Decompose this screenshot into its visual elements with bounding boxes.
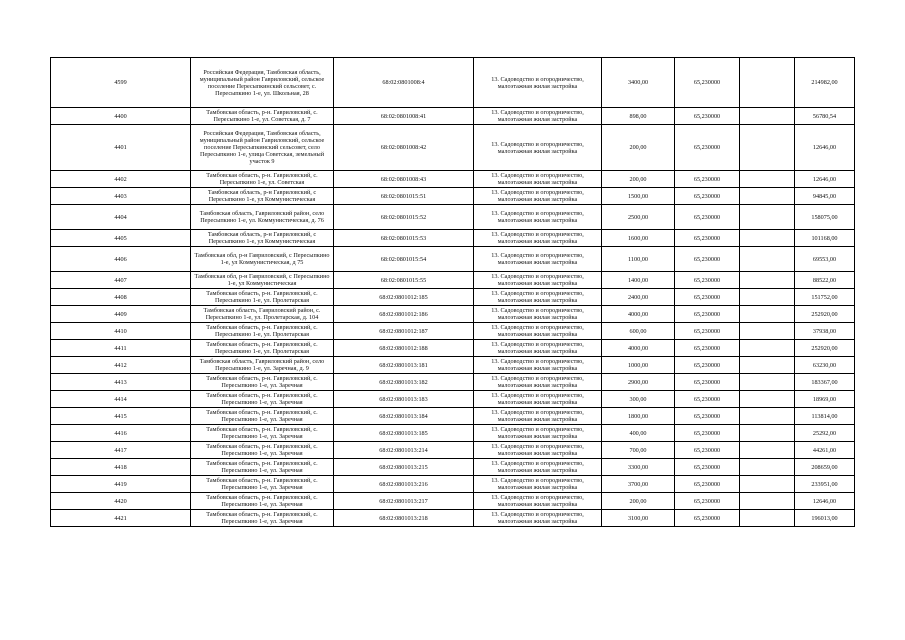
table-row: [51, 272, 855, 289]
address-cell: Тамбовская область, р-н. Гавриловский, с. Пересыпкино 1-е, ул. Советская, д. 7: [191, 108, 334, 125]
specific-value-cell: 65,230000: [675, 306, 740, 323]
cadastral-number-cell: 68:02:0801008:41: [334, 108, 474, 125]
empty-cell: [740, 58, 795, 108]
table-row: [51, 459, 855, 476]
specific-value-cell: 65,230000: [675, 230, 740, 247]
empty-cell: [740, 425, 795, 442]
specific-value-cell: 65,230000: [675, 510, 740, 527]
row-number: 4409: [51, 306, 191, 323]
table-row: [51, 230, 855, 247]
land-use-cell: 13. Садоводство и огородничество, малоэтажная жилая застройка: [474, 171, 602, 188]
table-row: [51, 108, 855, 125]
area-cell: 1000,00: [602, 357, 675, 374]
area-cell: 1400,00: [602, 272, 675, 289]
area-cell: 3100,00: [602, 510, 675, 527]
address-cell: Тамбовская область, р-н Гавриловский, с Пересыпкино 1-е, ул Коммунистическая: [191, 188, 334, 205]
area-cell: 400,00: [602, 425, 675, 442]
specific-value-cell: 65,230000: [675, 171, 740, 188]
cadastral-value-cell: 113814,00: [795, 408, 855, 425]
table-row: [51, 476, 855, 493]
specific-value-cell: 65,230000: [675, 391, 740, 408]
land-use-cell: 13. Садоводство и огородничество, малоэтажная жилая застройка: [474, 357, 602, 374]
specific-value-cell: 65,230000: [675, 340, 740, 357]
land-use-cell: 13. Садоводство и огородничество, малоэтажная жилая застройка: [474, 247, 602, 272]
table-row: [51, 125, 855, 171]
land-use-cell: 13. Садоводство и огородничество, малоэтажная жилая застройка: [474, 289, 602, 306]
empty-cell: [740, 171, 795, 188]
cadastral-value-cell: 252920,00: [795, 340, 855, 357]
land-use-cell: 13. Садоводство и огородничество, малоэтажная жилая застройка: [474, 510, 602, 527]
cadastral-number-cell: 68:02:0801013:182: [334, 374, 474, 391]
land-use-cell: 13. Садоводство и огородничество, малоэтажная жилая застройка: [474, 205, 602, 230]
cadastral-number-cell: 68:02:0801015:54: [334, 247, 474, 272]
cadastral-value-cell: 69553,00: [795, 247, 855, 272]
row-number: 4400: [51, 108, 191, 125]
land-use-cell: 13. Садоводство и огородничество, малоэтажная жилая застройка: [474, 442, 602, 459]
land-plots-table: [50, 57, 855, 527]
table-row: [51, 171, 855, 188]
empty-cell: [740, 374, 795, 391]
cadastral-value-cell: 12646,00: [795, 171, 855, 188]
empty-cell: [740, 476, 795, 493]
cadastral-value-cell: 94845,00: [795, 188, 855, 205]
row-number: 4411: [51, 340, 191, 357]
cadastral-number-cell: 68:02:0801013:184: [334, 408, 474, 425]
area-cell: 1600,00: [602, 230, 675, 247]
row-number: 4420: [51, 493, 191, 510]
row-number: 4415: [51, 408, 191, 425]
land-use-cell: 13. Садоводство и огородничество, малоэтажная жилая застройка: [474, 108, 602, 125]
address-cell: Тамбовская область, р-н. Гавриловский, с. Пересыпкино 1-е, ул. Заречная: [191, 374, 334, 391]
row-number: 4416: [51, 425, 191, 442]
empty-cell: [740, 408, 795, 425]
land-use-cell: 13. Садоводство и огородничество, малоэтажная жилая застройка: [474, 459, 602, 476]
land-use-cell: 13. Садоводство и огородничество, малоэтажная жилая застройка: [474, 323, 602, 340]
row-number: 4404: [51, 205, 191, 230]
address-cell: Тамбовская область, Гавриловский район, село Пересыпкино 1-е, ул. Коммунистическая, д. 76: [191, 205, 334, 230]
specific-value-cell: 65,230000: [675, 459, 740, 476]
area-cell: 200,00: [602, 125, 675, 171]
empty-cell: [740, 493, 795, 510]
empty-cell: [740, 188, 795, 205]
address-cell: Тамбовская область, р-н. Гавриловский, с. Пересыпкино 1-е, ул. Заречная: [191, 442, 334, 459]
land-use-cell: 13. Садоводство и огородничество, малоэтажная жилая застройка: [474, 306, 602, 323]
specific-value-cell: 65,230000: [675, 408, 740, 425]
land-use-cell: 13. Садоводство и огородничество, малоэтажная жилая застройка: [474, 493, 602, 510]
address-cell: Тамбовская область, р-н. Гавриловский, с. Пересыпкино 1-е, ул. Заречная: [191, 408, 334, 425]
land-use-cell: 13. Садоводство и огородничество, малоэтажная жилая застройка: [474, 125, 602, 171]
cadastral-value-cell: 151752,00: [795, 289, 855, 306]
area-cell: 600,00: [602, 323, 675, 340]
row-number: 4410: [51, 323, 191, 340]
cadastral-value-cell: 183367,00: [795, 374, 855, 391]
empty-cell: [740, 323, 795, 340]
land-use-cell: 13. Садоводство и огородничество, малоэтажная жилая застройка: [474, 408, 602, 425]
address-cell: Тамбовская область, р-н. Гавриловский, с. Пересыпкино 1-е, ул. Советская: [191, 171, 334, 188]
land-use-cell: 13. Садоводство и огородничество, малоэтажная жилая застройка: [474, 425, 602, 442]
table-row: [51, 205, 855, 230]
row-number: 4407: [51, 272, 191, 289]
table-row: [51, 188, 855, 205]
land-use-cell: 13. Садоводство и огородничество, малоэтажная жилая застройка: [474, 340, 602, 357]
cadastral-value-cell: 44261,00: [795, 442, 855, 459]
table-row: [51, 391, 855, 408]
land-use-cell: 13. Садоводство и огородничество, малоэтажная жилая застройка: [474, 272, 602, 289]
row-number: 4417: [51, 442, 191, 459]
table-row: [51, 306, 855, 323]
empty-cell: [740, 357, 795, 374]
land-use-cell: 13. Садоводство и огородничество, малоэтажная жилая застройка: [474, 58, 602, 108]
row-number: 4412: [51, 357, 191, 374]
address-cell: Тамбовская область, р-н. Гавриловский, с. Пересыпкино 1-е, ул. Заречная: [191, 476, 334, 493]
cadastral-number-cell: 68:02:0801013:185: [334, 425, 474, 442]
cadastral-value-cell: 214982,00: [795, 58, 855, 108]
area-cell: 1100,00: [602, 247, 675, 272]
cadastral-number-cell: 68:02:0801015:52: [334, 205, 474, 230]
cadastral-number-cell: 68:02:0801008:43: [334, 171, 474, 188]
address-cell: Российская Федерация, Тамбовская область, муниципальный район Гавриловский, сельское поселение Пересыпкинский сельсовет, с. Пересыпкино 1-е, ул. Школьная, 28: [191, 58, 334, 108]
address-cell: Тамбовская область, р-н. Гавриловский, с. Пересыпкино 1-е, ул. Заречная: [191, 459, 334, 476]
cadastral-number-cell: 68:02:0801015:55: [334, 272, 474, 289]
empty-cell: [740, 125, 795, 171]
cadastral-value-cell: 252920,00: [795, 306, 855, 323]
address-cell: Тамбовская область, р-н. Гавриловский, с. Пересыпкино 1-е, ул. Заречная: [191, 391, 334, 408]
empty-cell: [740, 247, 795, 272]
cadastral-value-cell: 196013,00: [795, 510, 855, 527]
address-cell: Тамбовская область, р-н. Гавриловский, с. Пересыпкино 1-е, ул. Заречная: [191, 493, 334, 510]
cadastral-value-cell: 63230,00: [795, 357, 855, 374]
empty-cell: [740, 230, 795, 247]
land-use-cell: 13. Садоводство и огородничество, малоэтажная жилая застройка: [474, 476, 602, 493]
cadastral-value-cell: 101168,00: [795, 230, 855, 247]
table-row: [51, 247, 855, 272]
table-row: [51, 442, 855, 459]
row-number: 4401: [51, 125, 191, 171]
row-number: 4406: [51, 247, 191, 272]
address-cell: Тамбовская область, р-н. Гавриловский, с. Пересыпкино 1-е, ул. Заречная: [191, 510, 334, 527]
area-cell: 200,00: [602, 171, 675, 188]
row-number: 4403: [51, 188, 191, 205]
empty-cell: [740, 272, 795, 289]
cadastral-number-cell: 68:02:0801013:183: [334, 391, 474, 408]
cadastral-value-cell: 18969,00: [795, 391, 855, 408]
table-row: [51, 357, 855, 374]
specific-value-cell: 65,230000: [675, 323, 740, 340]
table-row: [51, 323, 855, 340]
cadastral-number-cell: 68:02:0801013:214: [334, 442, 474, 459]
area-cell: 3400,00: [602, 58, 675, 108]
land-use-cell: 13. Садоводство и огородничество, малоэтажная жилая застройка: [474, 374, 602, 391]
address-cell: Тамбовская область, р-н Гавриловский, с Пересыпкино 1-е, ул Коммунистическая: [191, 230, 334, 247]
empty-cell: [740, 391, 795, 408]
area-cell: 4000,00: [602, 340, 675, 357]
row-number: 4419: [51, 476, 191, 493]
land-use-cell: 13. Садоводство и огородничество, малоэтажная жилая застройка: [474, 391, 602, 408]
address-cell: Российская Федерация, Тамбовская область, муниципальный район Гавриловский, сельское поселение Пересыпкинский сельсовет, село Пересыпкино 1-е, улица Советская, земельный участок 9: [191, 125, 334, 171]
area-cell: 2500,00: [602, 205, 675, 230]
cadastral-value-cell: 37938,00: [795, 323, 855, 340]
area-cell: 1800,00: [602, 408, 675, 425]
cadastral-number-cell: 68:02:0801013:218: [334, 510, 474, 527]
table-body: [51, 58, 855, 527]
row-number: 4418: [51, 459, 191, 476]
empty-cell: [740, 340, 795, 357]
table-row: [51, 510, 855, 527]
cadastral-number-cell: 68:02:0801008:42: [334, 125, 474, 171]
cadastral-number-cell: 68:02:0801013:216: [334, 476, 474, 493]
specific-value-cell: 65,230000: [675, 357, 740, 374]
empty-cell: [740, 205, 795, 230]
cadastral-value-cell: 12646,00: [795, 493, 855, 510]
specific-value-cell: 65,230000: [675, 188, 740, 205]
cadastral-value-cell: 233951,00: [795, 476, 855, 493]
specific-value-cell: 65,230000: [675, 493, 740, 510]
specific-value-cell: 65,230000: [675, 442, 740, 459]
specific-value-cell: 65,230000: [675, 476, 740, 493]
row-number: 4414: [51, 391, 191, 408]
area-cell: 2400,00: [602, 289, 675, 306]
specific-value-cell: 65,230000: [675, 289, 740, 306]
address-cell: Тамбовская область, р-н. Гавриловский, с. Пересыпкино 1-е, ул. Пролетарская: [191, 340, 334, 357]
cadastral-number-cell: 68:02:0801012:187: [334, 323, 474, 340]
specific-value-cell: 65,230000: [675, 247, 740, 272]
address-cell: Тамбовская область, Гавриловский район, село Пересыпкино 1-е, ул. Заречная, д. 9: [191, 357, 334, 374]
address-cell: Тамбовская область, р-н. Гавриловский, с. Пересыпкино 1-е, ул. Пролетарская: [191, 289, 334, 306]
row-number: 4599: [51, 58, 191, 108]
empty-cell: [740, 108, 795, 125]
cadastral-number-cell: 68:02:0801015:53: [334, 230, 474, 247]
table-row: [51, 493, 855, 510]
address-cell: Тамбовская область, Гавриловский район, с. Пересыпкино 1-е, ул. Пролетарская, д. 104: [191, 306, 334, 323]
cadastral-number-cell: 68:02:0801012:185: [334, 289, 474, 306]
cadastral-value-cell: 12646,00: [795, 125, 855, 171]
table-row: [51, 374, 855, 391]
cadastral-number-cell: 68:02:0801013:181: [334, 357, 474, 374]
area-cell: 3300,00: [602, 459, 675, 476]
address-cell: Тамбовская область, р-н. Гавриловский, с. Пересыпкино 1-е, ул. Пролетарская: [191, 323, 334, 340]
area-cell: 200,00: [602, 493, 675, 510]
empty-cell: [740, 289, 795, 306]
empty-cell: [740, 510, 795, 527]
address-cell: Тамбовская область, р-н. Гавриловский, с. Пересыпкино 1-е, ул. Заречная: [191, 425, 334, 442]
specific-value-cell: 65,230000: [675, 425, 740, 442]
cadastral-number-cell: 68:02:0801013:217: [334, 493, 474, 510]
cadastral-number-cell: 68:02:0801008:4: [334, 58, 474, 108]
empty-cell: [740, 442, 795, 459]
row-number: 4402: [51, 171, 191, 188]
row-number: 4421: [51, 510, 191, 527]
table-row: [51, 408, 855, 425]
cadastral-number-cell: 68:02:0801012:188: [334, 340, 474, 357]
table-row: [51, 340, 855, 357]
specific-value-cell: 65,230000: [675, 108, 740, 125]
area-cell: 300,00: [602, 391, 675, 408]
area-cell: 2900,00: [602, 374, 675, 391]
area-cell: 4000,00: [602, 306, 675, 323]
cadastral-number-cell: 68:02:0801015:51: [334, 188, 474, 205]
cadastral-value-cell: 158075,00: [795, 205, 855, 230]
area-cell: 3700,00: [602, 476, 675, 493]
cadastral-value-cell: 208659,00: [795, 459, 855, 476]
specific-value-cell: 65,230000: [675, 374, 740, 391]
cadastral-value-cell: 56780,54: [795, 108, 855, 125]
land-use-cell: 13. Садоводство и огородничество, малоэтажная жилая застройка: [474, 188, 602, 205]
area-cell: 700,00: [602, 442, 675, 459]
empty-cell: [740, 306, 795, 323]
specific-value-cell: 65,230000: [675, 272, 740, 289]
address-cell: Тамбовская обл, р-н Гавриловский, с Пересыпкино 1-е, ул Коммунистическая, д 75: [191, 247, 334, 272]
specific-value-cell: 65,230000: [675, 205, 740, 230]
cadastral-value-cell: 25292,00: [795, 425, 855, 442]
area-cell: 1500,00: [602, 188, 675, 205]
cadastral-number-cell: 68:02:0801013:215: [334, 459, 474, 476]
specific-value-cell: 65,230000: [675, 58, 740, 108]
row-number: 4405: [51, 230, 191, 247]
area-cell: 898,00: [602, 108, 675, 125]
row-number: 4408: [51, 289, 191, 306]
land-use-cell: 13. Садоводство и огородничество, малоэтажная жилая застройка: [474, 230, 602, 247]
empty-cell: [740, 459, 795, 476]
cadastral-value-cell: 88522,00: [795, 272, 855, 289]
table-row: [51, 58, 855, 108]
table-row: [51, 289, 855, 306]
specific-value-cell: 65,230000: [675, 125, 740, 171]
cadastral-number-cell: 68:02:0801012:186: [334, 306, 474, 323]
table-row: [51, 425, 855, 442]
address-cell: Тамбовская обл, р-н Гавриловский, с Пересыпкино 1-е, ул Коммунистическая: [191, 272, 334, 289]
row-number: 4413: [51, 374, 191, 391]
